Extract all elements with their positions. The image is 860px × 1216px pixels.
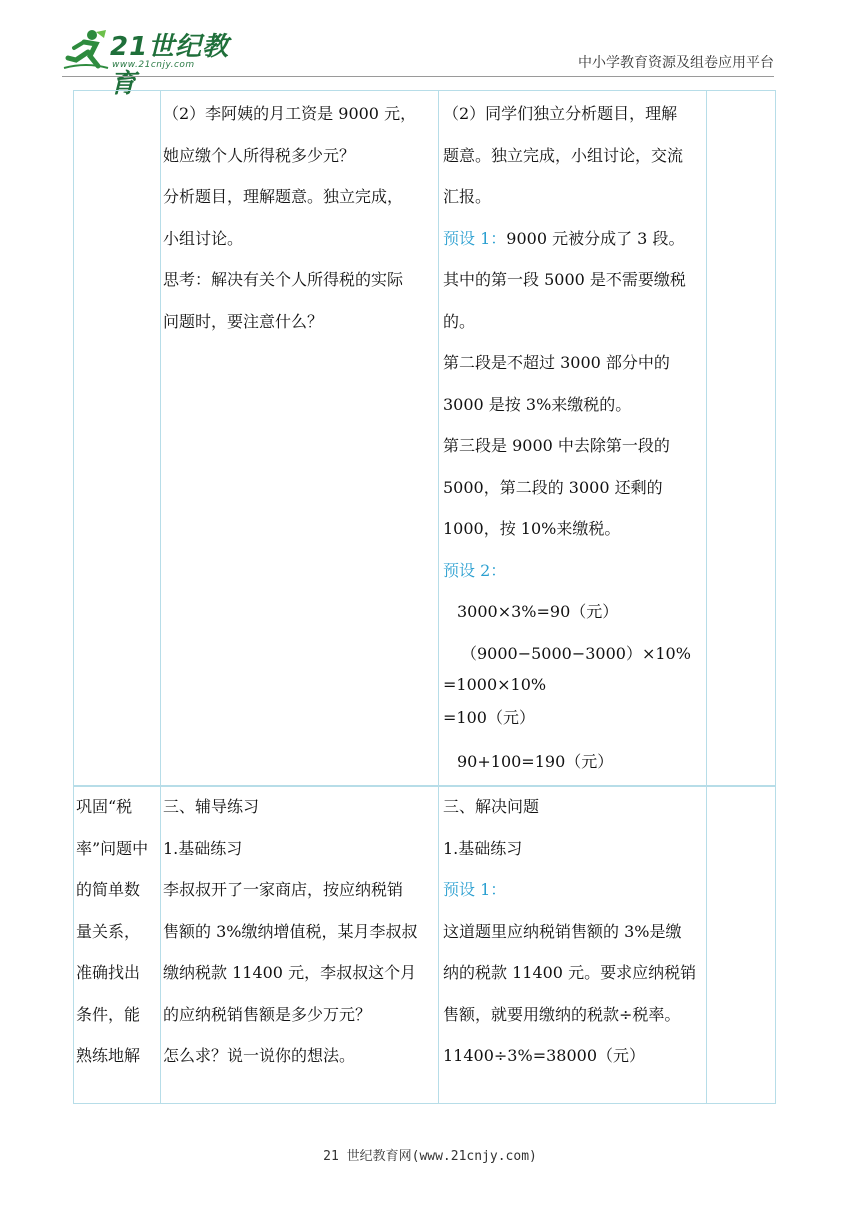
goal-line: 巩固“税 [76,797,133,816]
goal-line: 准确找出 [76,963,141,982]
page-footer: 21 世纪教育网(www.21cnjy.com) [323,1149,537,1164]
lesson-table-top [73,90,776,787]
teacher-line: 她应缴个人所得税多少元？ [163,145,356,165]
teacher-line: 小组讨论。 [163,228,244,248]
teacher-line: 怎么求？说一说你的想法。 [163,1046,356,1065]
logo-url: www.21cnjy.com [112,60,195,70]
student-line: 1.基础练习 [443,838,523,858]
student-line: 其中的第一段 5000 是不需要缴税 [443,270,686,289]
goal-line: 条件，能 [76,1004,141,1024]
page-header [0,0,860,99]
teacher-line: （2）李阿姨的月工资是 9000 元， [163,104,417,123]
goal-line: 的简单数 [76,880,141,899]
calc-line: 3000×3%=90（元） [457,602,619,621]
teacher-line: 三、辅导练习 [163,797,260,816]
lesson-table-bottom [73,785,776,1104]
teacher-line: 问题时，要注意什么？ [163,311,324,331]
teacher-line: 思考：解决有关个人所得税的实际 [163,270,404,289]
teacher-line: 李叔叔开了一家商店，按应纳税销 [163,880,404,899]
student-line: 1000，按 10%来缴税。 [443,519,621,538]
student-activity-cell [439,786,707,1104]
student-line: 的。 [443,311,476,331]
student-line: 第三段是 9000 中去除第一段的 [443,436,670,455]
student-activity-cell [439,91,707,787]
student-line: 第二段是不超过 3000 部分中的 [443,353,670,372]
teacher-activity-cell [161,91,439,787]
goal-line: 熟练地解 [76,1046,141,1065]
preset-line [439,218,706,260]
student-line: 这道题里应纳税销售额的 3%是缴 [443,921,682,941]
calc-line: （9000−5000−3000）×10% [461,643,691,663]
runner-logo-icon [62,28,110,74]
preset-label: 预设 1： [443,880,507,899]
goal-cell [74,786,161,1104]
platform-title: 中小学教育资源及组卷应用平台 [578,55,774,71]
notes-cell [707,786,776,1104]
teacher-line: 1.基础练习 [163,838,243,858]
student-line: 11400÷3%=38000（元） [443,1046,645,1065]
student-line: 3000 是按 3%来缴税的。 [443,394,632,414]
preset-text: 9000 元被分成了 3 段。 [506,228,685,248]
student-line: （2）同学们独立分析题目，理解 [443,104,678,123]
notes-cell [707,91,776,787]
goal-cell-empty [74,91,161,787]
teacher-line: 分析题目，理解题意。独立完成， [163,187,404,206]
student-line: 纳的税款 11400 元。要求应纳税销 [443,963,697,982]
header-divider [62,76,774,77]
goal-line: 量关系， [76,921,141,941]
calc-line: 90+100=190（元） [457,752,614,771]
student-line: 售额，就要用缴纳的税款÷税率。 [443,1004,681,1024]
teacher-line: 缴纳税款 11400 元，李叔叔这个月 [163,963,417,982]
teacher-activity-cell [161,786,439,1104]
student-line: 三、解决问题 [443,797,540,816]
preset-label: 预设 2： [443,560,507,580]
student-line: 汇报。 [443,187,492,206]
logo-text: 21世纪教育 [110,32,230,99]
student-line: 5000，第二段的 3000 还剩的 [443,477,663,497]
teacher-line: 售额的 3%缴纳增值税，某月李叔叔 [163,921,418,941]
goal-line: 率”问题中 [76,838,149,858]
calc-line: =100（元） [443,708,535,727]
teacher-line: 的应纳税销售额是多少万元？ [163,1004,372,1024]
site-logo[interactable] [62,26,232,99]
calc-line: =1000×10% [443,675,547,694]
student-line: 题意。独立完成，小组讨论，交流 [443,145,684,165]
preset-label: 预设 1： [443,228,507,248]
